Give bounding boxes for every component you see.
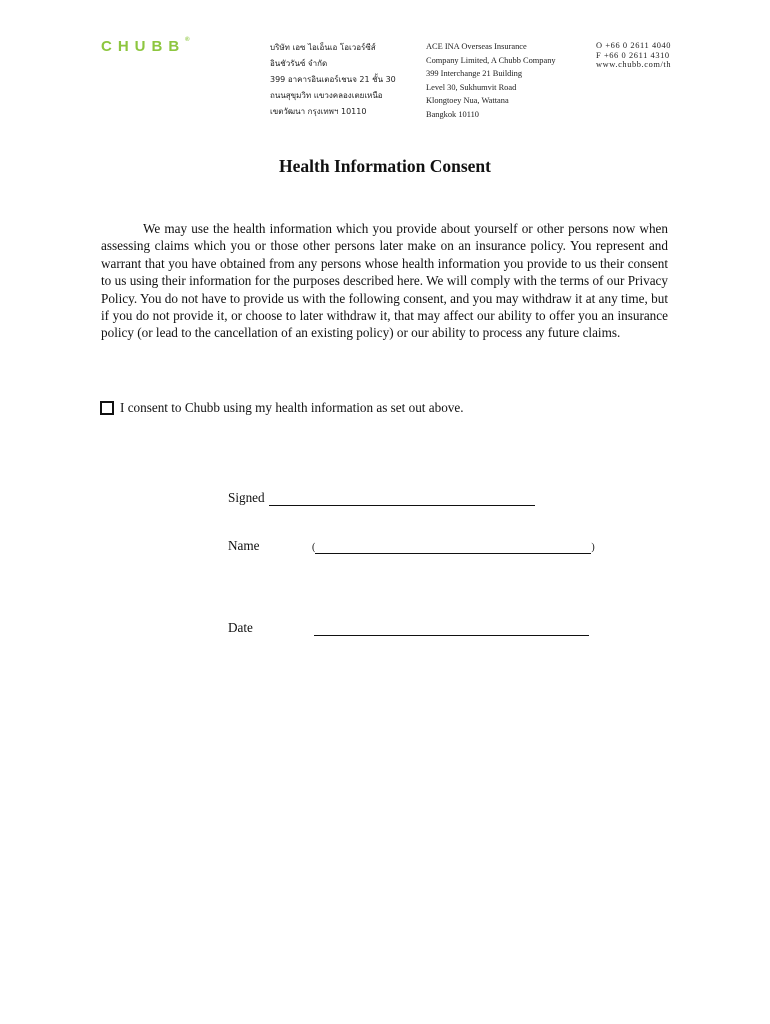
english-address-line: ACE INA Overseas Insurance — [426, 42, 527, 51]
english-address — [426, 40, 556, 122]
consent-checkbox[interactable] — [100, 401, 114, 415]
consent-row[interactable] — [100, 400, 464, 416]
website-link[interactable]: www.chubb.com/th — [596, 60, 672, 70]
thai-address-line: ถนนสุขุมวิท แขวงคลองเตยเหนือ — [270, 91, 383, 100]
consent-body-text: We may use the health information which you provide about yourself or other persons now when assessing claims which you or those other persons later make on an insurance policy. You represent and warrant that you have obtained from any persons whose health information you provide to us their consent to us using their information for the purposes described here. We will comply with the terms of our Privacy Policy. You do not have to provide us with the following consent, and you may withdraw it at any time, but if you do not provide it, or choose to later withdraw it, that may affect our ability to offer you an insurance policy (or lead to the cancellation of an existing policy) or our ability to process any future claims. — [101, 221, 668, 341]
thai-address-line: อินชัวรันซ์ จำกัด — [270, 59, 328, 68]
contact-info — [596, 41, 671, 70]
english-address-line: 399 Interchange 21 Building — [426, 69, 523, 79]
consent-label: I consent to Chubb using my health information as set out above. — [120, 400, 464, 415]
document-title: Health Information Consent — [279, 156, 491, 176]
name-close-paren: ) — [591, 542, 595, 553]
name-label: Name — [228, 538, 260, 553]
date-row — [228, 620, 589, 636]
signed-row — [228, 490, 535, 506]
english-address-line: Level 30, Sukhumvit Road — [426, 82, 517, 92]
logo-text: CHUBB — [101, 38, 186, 55]
signature-field[interactable] — [269, 491, 535, 506]
signed-label: Signed — [228, 490, 265, 505]
thai-address — [270, 40, 396, 120]
date-field[interactable] — [314, 621, 589, 636]
name-row — [228, 538, 595, 554]
english-address-line: Bangkok 10110 — [426, 109, 479, 119]
chubb-logo — [101, 38, 190, 55]
name-open-paren: ( — [312, 542, 316, 553]
logo-registered-mark: ® — [185, 37, 190, 43]
english-address-line: Klongtoey Nua, Wattana — [426, 96, 509, 106]
date-label: Date — [228, 620, 253, 635]
thai-address-line: 399 อาคารอินเตอร์เชนจ 21 ชั้น 30 — [270, 75, 396, 84]
thai-address-line: เขตวัฒนา กรุงเทพฯ 10110 — [270, 107, 367, 116]
thai-address-line: บริษัท เอซ ไอเอ็นเอ โอเวอร์ซีส์ — [270, 43, 376, 52]
english-address-line: Company Limited, A Chubb Company — [426, 55, 556, 65]
name-field[interactable] — [315, 539, 591, 554]
phone-line: O +66 0 2611 4040 — [596, 41, 672, 50]
fax-line: F +66 0 2611 4310 — [596, 50, 670, 60]
